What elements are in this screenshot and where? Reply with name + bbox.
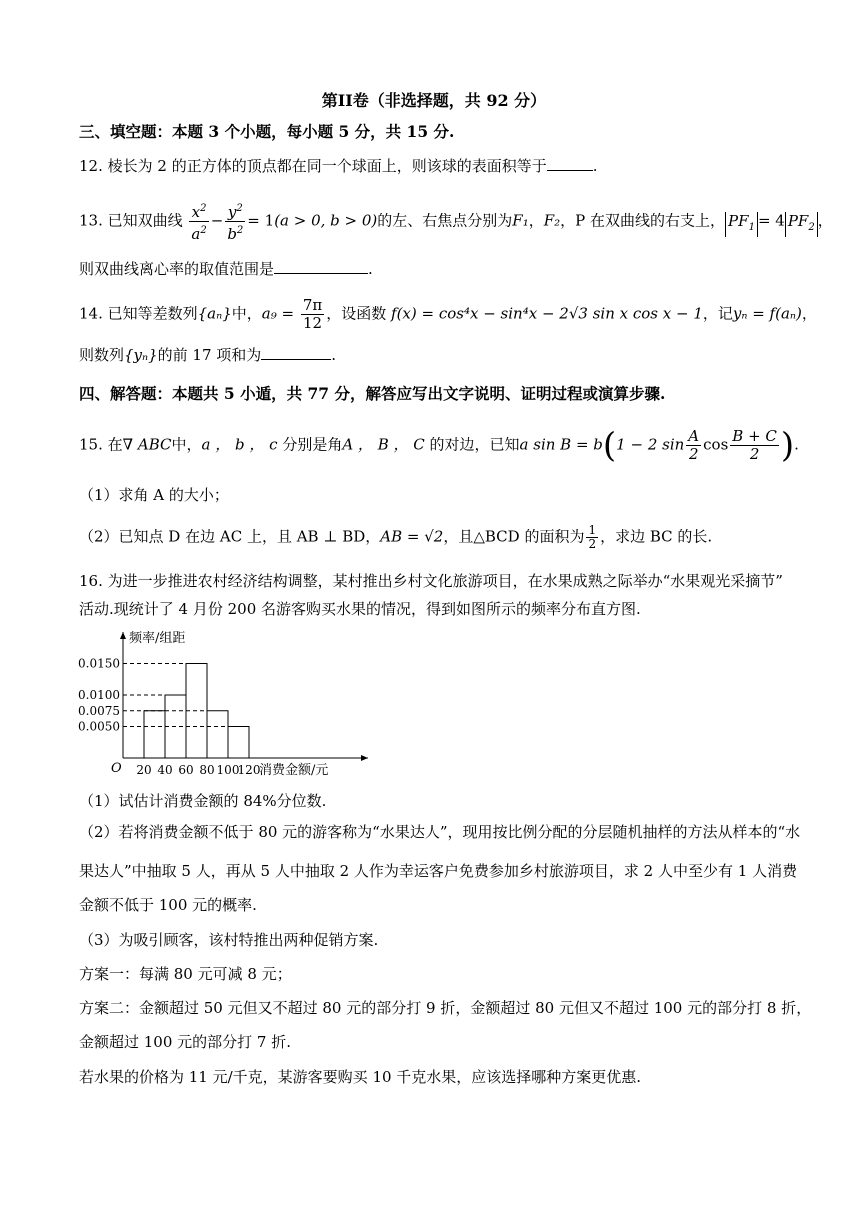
q15-part2 — [79, 524, 712, 551]
q16-plan2-line2: 金额超过 100 元的部分打 7 折. — [79, 1033, 292, 1051]
histogram-bar — [207, 711, 228, 758]
q15-stem-b: 中， — [171, 435, 202, 454]
y-axis-arrow — [120, 632, 126, 639]
q15-half-num: 1 — [588, 523, 597, 537]
q15-angles: A ， B ， C — [342, 435, 425, 454]
q15-part1: （1）求角 A 的大小； — [79, 486, 229, 504]
q13-condition: (a > 0, b > 0) — [274, 211, 378, 230]
q15-part2-c: ，求边 BC 的长. — [600, 527, 713, 546]
histogram-bar — [228, 727, 249, 759]
q14-prefix: 14. 已知等差数列 — [79, 304, 198, 323]
q14-frac-num: 7π — [302, 296, 323, 314]
q14-yn: yₙ = f(aₙ) — [732, 304, 802, 323]
q15-cos: cos — [703, 435, 729, 454]
q13-frac-x: $\frac{x^2}{a^2}$ — [189, 200, 208, 243]
q16-part2-line1: （2）若将消费金额不低于 80 元的游客称为“水果达人”，现用按比例分配的分层随机抽样的方法从样本的“水 — [79, 823, 801, 841]
q13-f1: F₁ — [512, 211, 529, 230]
q14-line2b: 的前 17 项和为 — [157, 346, 262, 364]
q14-func: f(x) = cos⁴x − sin⁴x − 2√3 sin x cos x − 1 — [391, 304, 703, 323]
section-3-heading: 三、填空题：本题 3 个小题，每小题 5 分，共 15 分. — [79, 122, 455, 141]
q13-f2: F₂ — [543, 211, 561, 230]
q16-plan2-line1: 方案二：金额超过 50 元但又不超过 80 元的部分打 9 折，金额超过 80 元但又不超过 100 元的部分打 8 折， — [79, 999, 812, 1017]
q15-stem-a: 15. 在 — [79, 435, 123, 454]
y-tick-label: 0.0050 — [78, 719, 120, 734]
q16-line2: 活动.现统计了 4 月份 200 名游客购买水果的情况，得到如图所示的频率分布直方图. — [79, 600, 641, 618]
x-tick-label: 120 — [237, 763, 261, 777]
x-tick-label: 80 — [199, 763, 215, 777]
q13-frac-y: $\frac{y^2}{b^2}$ — [225, 200, 245, 243]
origin-label: O — [111, 761, 122, 776]
y-tick-label: 0.0150 — [78, 656, 120, 671]
question-12-text: 12. 棱长为 2 的正方体的顶点都在同一个球面上，则该球的表面积等于 — [79, 157, 547, 175]
q14-frac — [301, 297, 324, 332]
q16-part1: （1）试估计消费金额的 84%分位数. — [79, 792, 327, 810]
q15-half — [586, 524, 598, 551]
q13-abs-relation: = 4 — [757, 211, 785, 230]
q15-part2-b: ，且△BCD 的面积为 — [443, 527, 585, 546]
q15-frac-a-num: A — [688, 427, 700, 445]
q15-part2-eq: AB = √2 — [380, 527, 444, 546]
answer-blank-14 — [261, 345, 331, 360]
question-13: 13. 已知双曲线 $\frac{x^2}{a^2}$ − $\frac{y^2}{b^2}$ = 1(a > 0, b > 0)的左、右焦点分别为F₁，F₂，P 在双曲线的右支上， $PF_1 = 4$ $PF_2$ ， — [79, 200, 833, 243]
q14-func-intro: ，设函数 — [326, 304, 387, 323]
answer-blank-12 — [547, 156, 593, 171]
q13-abs-pf1: $PF_1$ — [725, 212, 758, 237]
q15-part2-a: （2）已知点 D 在边 AC 上，且 AB ⊥ BD， — [79, 527, 381, 546]
y-tick-label: 0.0100 — [78, 688, 120, 702]
q13-middle: 的左、右焦点分别为 — [377, 211, 513, 230]
q13-line2: 则双曲线离心率的取值范围是 — [79, 260, 275, 278]
question-13-line2: 则双曲线离心率的取值范围是 . — [79, 260, 373, 278]
question-12: 12. 棱长为 2 的正方体的顶点都在同一个球面上，则该球的表面积等于 . — [79, 157, 598, 175]
y-tick-label: 0.0075 — [78, 703, 120, 718]
q14-yseq: {yₙ} — [124, 346, 158, 364]
q13-p-text: P 在双曲线的右支上， — [575, 211, 726, 230]
x-tick-label: 60 — [178, 763, 194, 777]
x-tick-label: 40 — [157, 763, 173, 777]
q14-a9: a₉ = — [261, 304, 295, 323]
frequency-histogram — [75, 628, 375, 788]
section-4-heading: 四、解答题：本题共 5 小遁，共 77 分，解答应写出文字说明、证明过程或演算步骤. — [79, 384, 666, 403]
q15-vars: a ， b ， c — [201, 435, 278, 454]
histogram-bar — [144, 711, 165, 758]
q16-final: 若水果的价格为 11 元/千克，某游客要购买 10 千克水果，应该选择哪种方案更优惠. — [79, 1068, 642, 1086]
q16-part2-line3: 金额不低于 100 元的概率. — [79, 896, 257, 914]
q15-frac-a — [686, 428, 701, 463]
x-tick-label: 100 — [216, 763, 240, 777]
q14-line2a: 则数列 — [79, 346, 125, 364]
q14-mid: 中， — [231, 304, 262, 323]
q15-stem-d: 的对边，已知 — [429, 435, 520, 454]
q14-seq: {aₙ} — [197, 304, 232, 323]
q14-frac-den: 12 — [302, 314, 323, 332]
q15-frac-a-den: 2 — [688, 445, 699, 463]
question-14-line2: 则数列{yₙ}的前 17 项和为 . — [79, 346, 337, 364]
q13-prefix: 13. 已知双曲线 — [79, 211, 183, 230]
q16-plan1: 方案一：每满 80 元可减 8 元； — [79, 965, 292, 983]
q15-triangle: ∇ ABC — [122, 435, 172, 454]
q15-frac-bc-den: 2 — [749, 445, 760, 463]
question-14: 14. 已知等差数列{aₙ}中，a₉ = $\frac{7\pi}{12}$ ，设函数 f(x) = cos⁴x − sin⁴x − 2√3 sin x cos x − 1，记yₙ = f(aₙ)， — [79, 296, 817, 332]
q16-part3: （3）为吸引顾客，该村特推出两种促销方案. — [79, 931, 379, 949]
q13-abs-pf2: $PF_2$ — [785, 212, 818, 237]
q15-stem-c: 分别是角 — [282, 435, 343, 454]
q16-part2-line2: 果达人”中抽取 5 人，再从 5 人中抽取 2 人作为幸运客户免费参加乡村旅游项目，求 2 人中至少有 1 人消费 — [79, 862, 798, 880]
page-title: 第II卷（非选择题，共 92 分） — [321, 91, 547, 110]
q15-eq-left: a sin B = b — [519, 435, 603, 454]
q15-eq-inner: 1 − 2 sin — [616, 435, 685, 454]
x-axis-arrow — [361, 755, 368, 761]
y-axis-label: 频率/组距 — [129, 631, 186, 646]
x-axis-label: 消费金额/元 — [259, 763, 329, 778]
q15-frac-bc — [730, 428, 779, 463]
q16-line1: 16. 为进一步推进农村经济结构调整，某村推出乡村文化旅游项目，在水果成熟之际举办“水果观光采摘节” — [79, 572, 783, 590]
x-tick-label: 20 — [136, 763, 152, 777]
q14-note: ，记 — [702, 304, 733, 323]
q15-half-den: 2 — [588, 537, 597, 551]
answer-blank-13 — [274, 259, 368, 274]
question-15: 15. 在∇ ABC中，a ， b ， c 分别是角A ， B ， C 的对边，已知a sin B = b(1 − 2 sin $\frac{A}{2}$ cos $\frac{B + C}{2}$ ). — [79, 425, 799, 466]
q15-frac-bc-num: B + C — [732, 427, 777, 445]
